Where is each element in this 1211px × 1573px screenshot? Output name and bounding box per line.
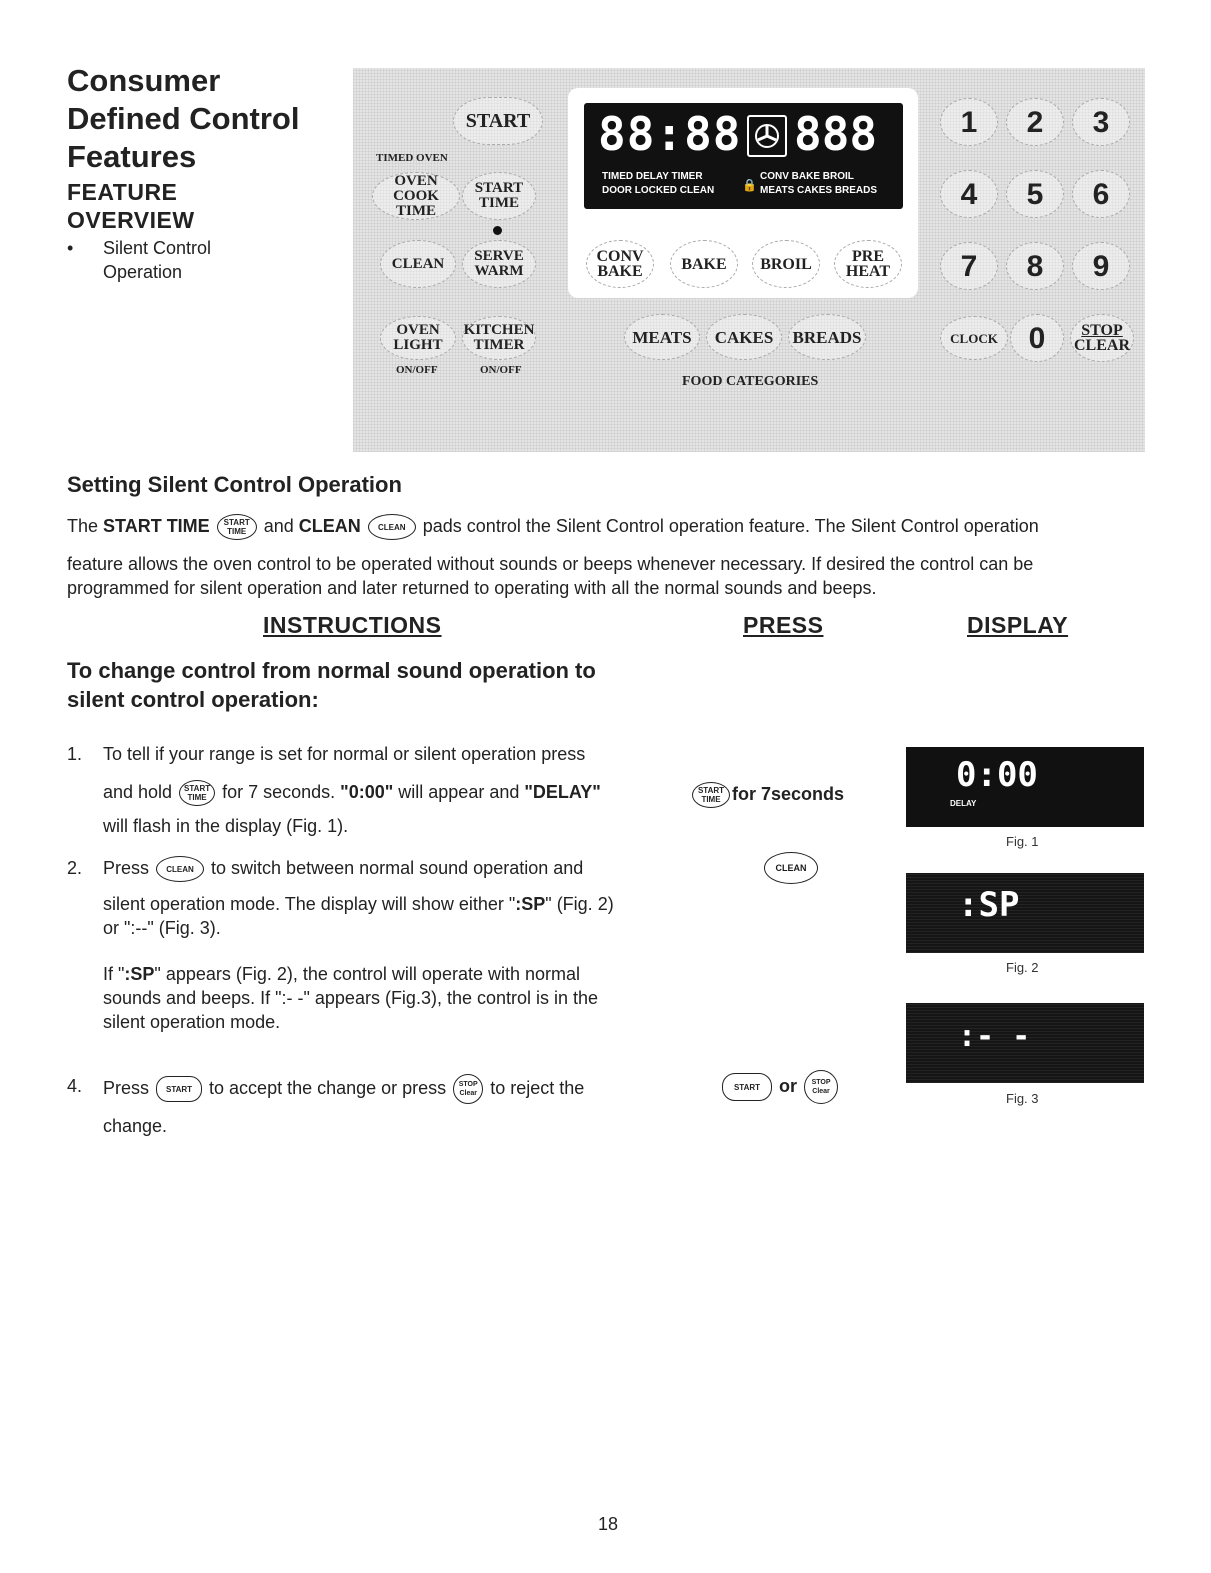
- lcd-labels-row1: TIMED DELAY TIMER: [602, 171, 703, 182]
- fig-3-label: Fig. 3: [1006, 1091, 1039, 1106]
- clean-icon: CLEAN: [764, 852, 818, 884]
- start-pad: [453, 97, 543, 145]
- start-time-icon: START TIME: [217, 514, 257, 540]
- step-1-number: 1.: [67, 744, 83, 764]
- start-pad-label: START: [465, 109, 531, 132]
- clean-term: CLEAN: [298, 516, 361, 536]
- meats-label: MEATS: [632, 327, 692, 347]
- intro-paragraph: [67, 552, 1187, 600]
- clock-pad: [940, 316, 1008, 360]
- intro-text: The: [67, 516, 104, 536]
- bullet-text: Silent Control: [103, 238, 212, 258]
- step-4-line-2: change.: [103, 1116, 168, 1136]
- fig-3-value: :- -: [958, 1019, 1031, 1054]
- fig-2-value: :SP: [958, 885, 1020, 925]
- press-step-4: [720, 1070, 840, 1104]
- figure-2-display: [906, 873, 1144, 953]
- bullet-text-2: Operation: [103, 262, 183, 282]
- oven-cook-time-pad: [372, 172, 460, 220]
- step-1-line-1: To tell if your range is set for normal or silent operation press: [103, 744, 586, 764]
- key-0: 0: [1010, 314, 1064, 362]
- step-4: [103, 1074, 703, 1138]
- start-time-term: START TIME: [103, 516, 210, 536]
- pre-heat-pad: [834, 240, 902, 288]
- key-8: 8: [1006, 242, 1064, 290]
- fig-1-value: 0:00: [956, 755, 1038, 795]
- key-1: 1: [940, 98, 998, 146]
- start-time-label: START TIME: [474, 180, 524, 211]
- clean-pad-label: CLEAN: [391, 255, 445, 272]
- lcd-labels-row2b: MEATS CAKES BREADS: [760, 185, 878, 196]
- feature-overview-heading: [67, 178, 195, 234]
- fan-icon: [747, 115, 787, 157]
- bake-pad: [670, 240, 738, 288]
- clean-pad: [380, 240, 456, 288]
- conv-bake-pad: [586, 240, 654, 288]
- subheading-line-1: To change control from normal sound operation to: [67, 658, 596, 683]
- step-3-line-3: silent operation mode.: [103, 1012, 281, 1032]
- fig-1-label: Fig. 1: [1006, 834, 1039, 849]
- title-line-1: Consumer: [67, 63, 221, 98]
- step-2-line-2: silent operation mode. The display will show either ":SP" (Fig. 2): [103, 894, 614, 915]
- key-5: 5: [1006, 170, 1064, 218]
- oven-light-label: OVEN LIGHT: [393, 322, 443, 353]
- subheading-line-2: silent control operation:: [67, 687, 319, 712]
- page-title: [67, 62, 300, 176]
- instructions-header: INSTRUCTIONS: [263, 612, 442, 638]
- key-2: 2: [1006, 98, 1064, 146]
- meats-pad: [624, 314, 700, 360]
- figure-3-display: [906, 1003, 1144, 1083]
- section-title: Setting Silent Control Operation: [67, 472, 402, 497]
- page-number: 18: [598, 1514, 619, 1534]
- step-2: [103, 856, 693, 940]
- oven-light-pad: [380, 316, 456, 360]
- title-line-3: Features: [67, 139, 197, 174]
- clean-icon: CLEAN: [368, 514, 416, 540]
- intro-line-1: [67, 514, 1167, 540]
- kitchen-timer-pad: [462, 316, 536, 360]
- start-time-icon: START TIME: [692, 782, 730, 808]
- serve-warm-label: SERVE WARM: [474, 248, 524, 279]
- on-off-label-2: ON/OFF: [480, 364, 522, 376]
- kitchen-timer-label: KITCHEN TIMER: [463, 322, 535, 353]
- step-1-line-2: and hold START TIME for 7 seconds. "0:00" will appear and "DELAY": [103, 780, 693, 806]
- step-2-number: 2.: [67, 858, 83, 878]
- overview-bullet: [67, 236, 211, 284]
- start-time-icon: START TIME: [179, 780, 215, 806]
- clock-label: CLOCK: [950, 330, 998, 346]
- lock-icon: 🔒: [742, 178, 757, 192]
- key-3: 3: [1072, 98, 1130, 146]
- step-4-line-1: Press START to accept the change or press STOP Clear to reject the: [103, 1074, 703, 1104]
- step-4-number: 4.: [67, 1076, 83, 1096]
- title-line-2: Defined Control: [67, 101, 300, 136]
- step-3-paragraph: [103, 962, 693, 1034]
- lcd-digits-right: 888: [794, 107, 878, 161]
- timed-oven-label: TIMED OVEN: [376, 152, 448, 164]
- display-header: DISPLAY: [967, 612, 1069, 638]
- start-icon: START: [722, 1073, 772, 1101]
- oven-cook-time-label: OVEN COOK TIME: [393, 172, 439, 219]
- cakes-pad: [706, 314, 782, 360]
- start-time-pad: [462, 172, 536, 220]
- breads-pad: [788, 314, 866, 360]
- key-6: 6: [1072, 170, 1130, 218]
- on-off-label-1: ON/OFF: [396, 364, 438, 376]
- panel-lcd: [584, 103, 903, 209]
- stop-clear-icon: STOP Clear: [804, 1070, 838, 1104]
- clean-icon: CLEAN: [156, 856, 204, 882]
- step-3-line-2: sounds and beeps. If ":- -" appears (Fig.3), the control is in the: [103, 988, 599, 1008]
- pre-heat-label: PRE HEAT: [845, 248, 891, 280]
- intro-line-3: programmed for silent operation and later returned to operating with all the normal sounds and beeps.: [67, 578, 877, 598]
- press-step-1-text: for 7seconds: [732, 784, 845, 804]
- stop-clear-label: STOP CLEAR: [1073, 322, 1130, 354]
- bullet-dot: •: [67, 238, 74, 258]
- cakes-label: CAKES: [714, 327, 774, 347]
- intro-line-2: feature allows the oven control to be operated without sounds or beeps whenever necessary. If desired the control can be: [67, 554, 1034, 574]
- conv-bake-label: CONV BAKE: [596, 248, 644, 280]
- overview-line-2: OVERVIEW: [67, 207, 195, 233]
- food-categories-label: FOOD CATEGORIES: [682, 374, 819, 389]
- serve-warm-pad: [462, 240, 536, 288]
- key-7: 7: [940, 242, 998, 290]
- key-4: 4: [940, 170, 998, 218]
- step-3-line-1: If ":SP" appears (Fig. 2), the control will operate with normal: [103, 964, 580, 984]
- stop-clear-pad: [1070, 314, 1134, 362]
- lcd-digits-left: 88:88: [598, 107, 742, 161]
- start-icon: START: [156, 1076, 202, 1102]
- press-header: PRESS: [743, 612, 824, 638]
- indicator-dot: [493, 226, 502, 235]
- bake-label: BAKE: [681, 255, 727, 273]
- fig-1-sub: DELAY: [950, 799, 977, 808]
- lcd-labels-row2: DOOR LOCKED CLEAN: [602, 185, 715, 196]
- intro-text: and: [258, 516, 299, 536]
- press-step-2: [762, 852, 820, 884]
- step-1: [103, 742, 693, 838]
- step-1-line-3: will flash in the display (Fig. 1).: [103, 816, 349, 837]
- press-step-1: [690, 782, 844, 808]
- broil-pad: [752, 240, 820, 288]
- step-2-line-1: Press CLEAN to switch between normal sound operation and: [103, 856, 693, 882]
- breads-label: BREADS: [792, 327, 862, 347]
- broil-label: BROIL: [760, 255, 812, 273]
- overview-line-1: FEATURE: [67, 179, 178, 205]
- lcd-labels-row1b: CONV BAKE BROIL: [760, 171, 854, 182]
- fig-2-label: Fig. 2: [1006, 960, 1039, 975]
- subheading: [67, 656, 596, 714]
- figure-1-display: [906, 747, 1144, 827]
- intro-text: pads control the Silent Control operation feature. The Silent Control operation: [417, 516, 1039, 536]
- press-or: or: [779, 1075, 798, 1096]
- stop-clear-icon: STOP Clear: [453, 1074, 483, 1104]
- step-2-line-3: or ":--" (Fig. 3).: [103, 918, 221, 939]
- key-9: 9: [1072, 242, 1130, 290]
